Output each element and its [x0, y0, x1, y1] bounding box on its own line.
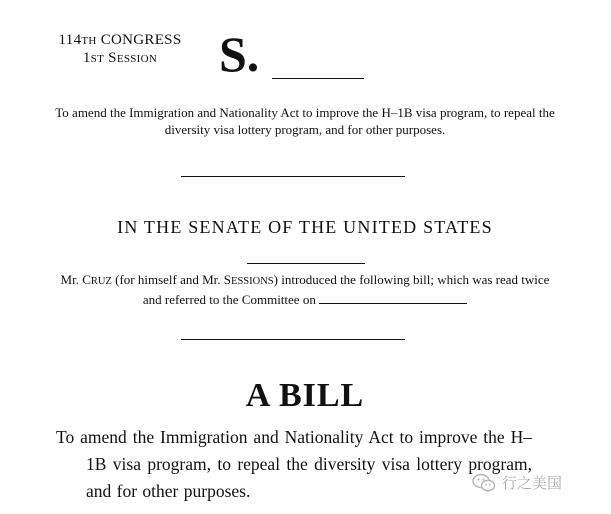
- bill-heading: A BILL: [245, 377, 365, 414]
- session-word-rest: ESSION: [116, 53, 158, 65]
- session-suffix: ST: [90, 53, 105, 65]
- divider-rule-short: [247, 263, 365, 264]
- wechat-icon: [472, 473, 496, 493]
- sponsor-name-rest: RUZ: [90, 276, 112, 287]
- congress-number: 114: [58, 32, 82, 48]
- committee-blank: [319, 302, 467, 304]
- session-number: 1: [82, 50, 91, 66]
- congress-suffix: TH: [81, 35, 97, 47]
- chamber-heading: IN THE SENATE OF THE UNITED STATES: [117, 217, 493, 237]
- purpose-short: To amend the Immigration and Nationality Act to improve the H–1B visa program, to repeal the diversity visa lottery program, and for other purposes.: [55, 105, 555, 137]
- congress-session-block: [40, 32, 200, 68]
- purpose-long: To amend the Immigration and Nationality Act to improve the H–1B visa program, to repeal the diversity visa lottery program, and for other purposes.: [56, 427, 532, 501]
- cosponsor-name-rest: ESSIONS: [231, 276, 274, 287]
- divider-rule: [181, 339, 405, 340]
- session-line: [40, 50, 200, 68]
- congress-line: [40, 32, 200, 50]
- bill-number-blank: [272, 78, 364, 79]
- sponsor-initial: C: [82, 272, 91, 287]
- session-word-initial: S: [108, 50, 117, 66]
- watermark-text: 行之美国: [502, 474, 563, 492]
- bill-number-prefix: S.: [219, 26, 260, 82]
- congress-word: CONGRESS: [100, 32, 182, 48]
- watermark: [472, 472, 562, 493]
- introduction-paragraph: Mr. CRUZ (for himself and Mr. SESSIONS) introduced the following bill; which was read twice and referred to the Committee on: [60, 272, 550, 307]
- cosponsor-initial: S: [223, 272, 232, 287]
- divider-rule: [181, 176, 405, 177]
